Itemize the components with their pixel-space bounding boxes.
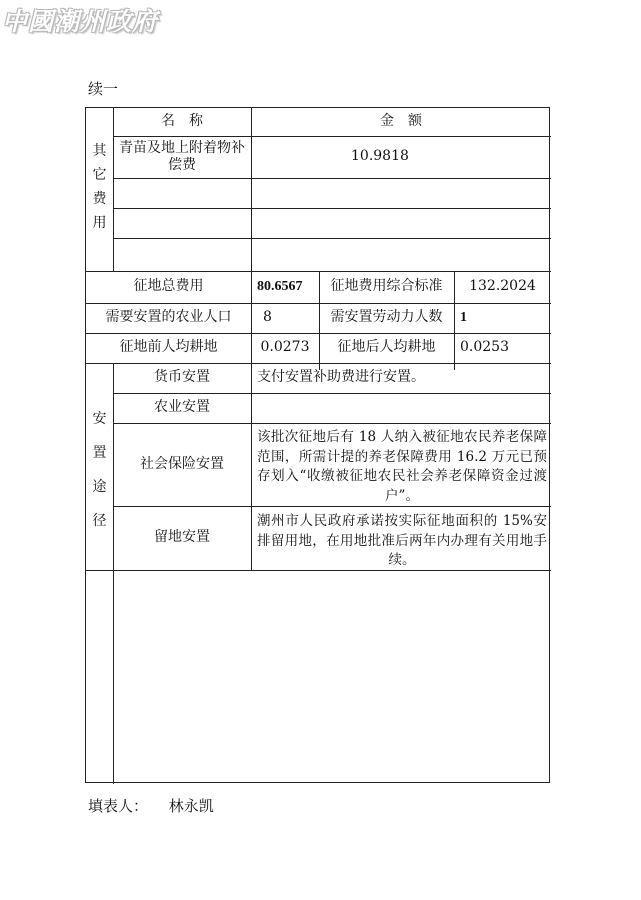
reserved-land-label: 留地安置 <box>154 529 210 546</box>
after-label: 征地后人均耕地 <box>337 339 436 356</box>
monetary-text: 支付安置补助费进行安置。 <box>257 369 425 386</box>
before-value: 0.0273 <box>260 339 310 356</box>
labor-value: 1 <box>460 310 467 326</box>
agricultural-label: 农业安置 <box>154 399 210 416</box>
col-header-name: 名 称 <box>161 113 203 130</box>
population-label: 需要安置的农业人口 <box>105 309 232 326</box>
other-fees-side-label: 其 它 费 用 <box>92 143 107 231</box>
standard-value: 132.2024 <box>469 278 536 295</box>
population-value: 8 <box>263 309 272 326</box>
filler-name: 林永凯 <box>168 797 214 815</box>
social-insurance-text: 该批次征地后有 18 人纳入被征地农民养老保障范围，所需计提的养老保障费用 16.2 万元已预存划入“收缴被征地农民社会养老保障资金过渡户”。 <box>257 429 547 504</box>
reserved-land-text: 潮州市人民政府承诺按实际征地面积的 15%安排留用地，在用地批准后两年内办理有关用地手续。 <box>257 513 547 569</box>
fee-name-cell: 青苗及地上附着物补偿费 <box>119 139 245 173</box>
form-filler <box>88 795 230 816</box>
agricultural-text <box>251 393 551 423</box>
total-fee-label: 征地总费用 <box>133 278 204 295</box>
filler-label: 填表人： <box>88 797 149 815</box>
after-value: 0.0253 <box>460 339 509 356</box>
monetary-label: 货币安置 <box>154 369 210 386</box>
form-table <box>85 107 550 783</box>
labor-label: 需安置劳动力人数 <box>330 309 443 326</box>
watermark-logo: 中國潮州政府 <box>2 7 159 36</box>
fee-amount-cell: 10.9818 <box>351 148 409 165</box>
col-header-amount: 金 额 <box>380 113 422 130</box>
resettlement-side-label: 安 置 途 径 <box>92 411 107 529</box>
before-label: 征地前人均耕地 <box>119 339 218 356</box>
standard-label: 征地费用综合标准 <box>330 278 443 295</box>
total-fee-value: 80.6567 <box>257 279 303 295</box>
social-insurance-label: 社会保险安置 <box>140 455 224 472</box>
continuation-label: 续一 <box>88 80 119 98</box>
